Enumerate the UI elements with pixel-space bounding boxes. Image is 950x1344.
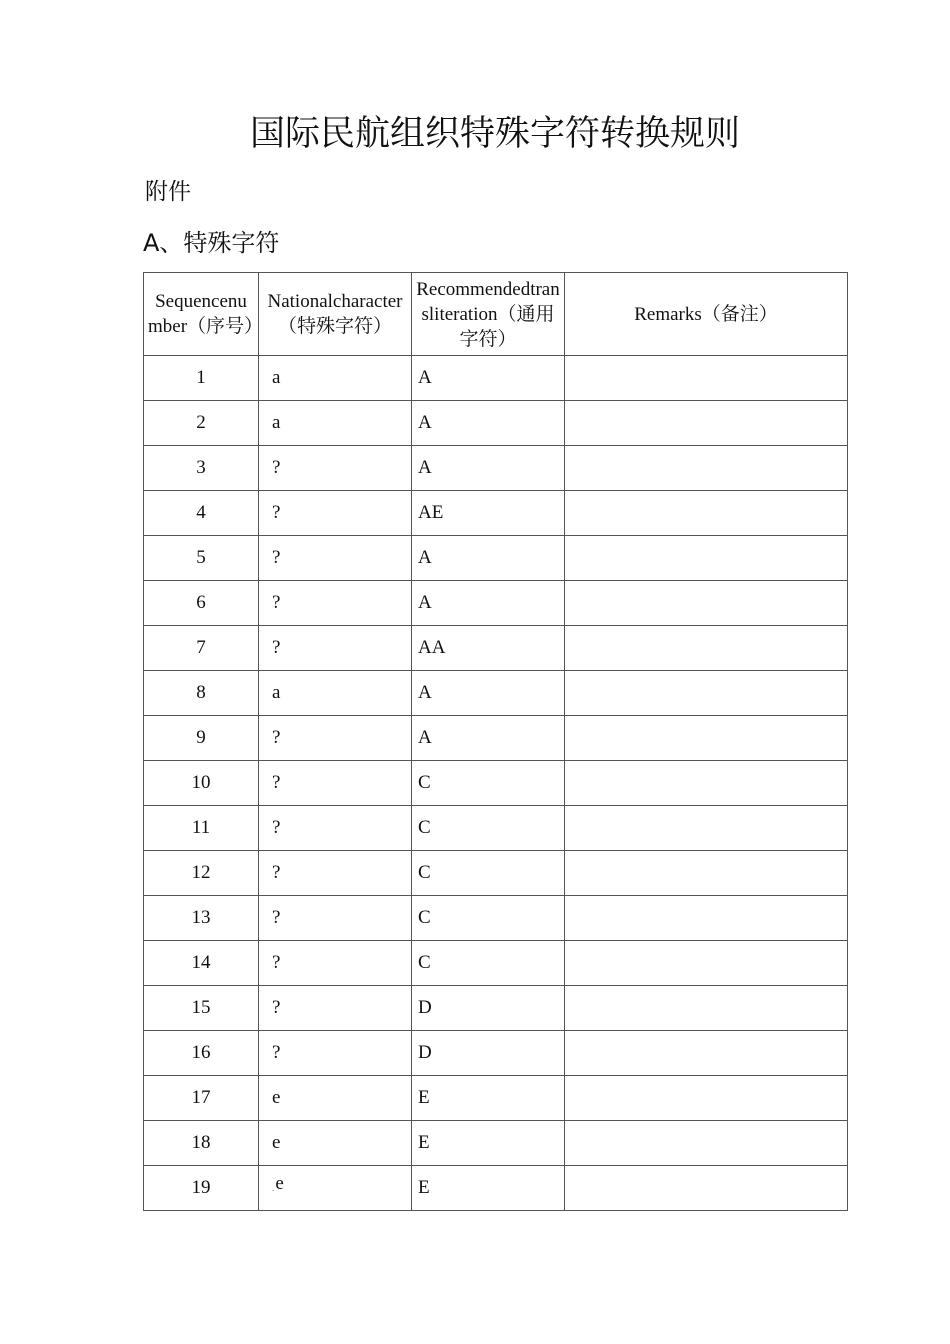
table-row [144, 986, 848, 1031]
table-row [144, 1121, 848, 1166]
sequence-number-cell: 11 [144, 806, 259, 851]
national-character-cell: e [259, 1076, 412, 1121]
recommended-transliteration-cell: A [412, 536, 565, 581]
table-row [144, 1031, 848, 1076]
recommended-transliteration-cell: E [412, 1121, 565, 1166]
table-row [144, 491, 848, 536]
national-character-cell: ? [259, 446, 412, 491]
national-character-cell: ? [259, 581, 412, 626]
national-character-cell: ? [259, 896, 412, 941]
remarks-cell [565, 581, 848, 626]
remarks-cell [565, 761, 848, 806]
sequence-number-cell: 3 [144, 446, 259, 491]
recommended-transliteration-cell: AE [412, 491, 565, 536]
sequence-number-cell: 16 [144, 1031, 259, 1076]
national-character-cell: ? [259, 536, 412, 581]
recommended-transliteration-cell: A [412, 401, 565, 446]
header-remarks-label: Remarks（备注） [634, 303, 778, 325]
remarks-cell [565, 806, 848, 851]
national-character-cell: ? [259, 941, 412, 986]
remarks-cell [565, 1031, 848, 1076]
recommended-transliteration-cell: A [412, 716, 565, 761]
table-row [144, 941, 848, 986]
national-character-cell: ? [259, 806, 412, 851]
recommended-transliteration-cell: A [412, 356, 565, 401]
remarks-cell [565, 716, 848, 761]
remarks-cell [565, 401, 848, 446]
sequence-number-cell: 12 [144, 851, 259, 896]
national-character-cell: ? [259, 1031, 412, 1076]
table-row [144, 446, 848, 491]
recommended-transliteration-cell: A [412, 446, 565, 491]
sequence-number-cell: 14 [144, 941, 259, 986]
recommended-transliteration-cell: A [412, 671, 565, 716]
national-character-cell: a [259, 401, 412, 446]
sequence-number-cell: 1 [144, 356, 259, 401]
remarks-cell [565, 356, 848, 401]
national-character-value: e [275, 1173, 284, 1194]
table-row [144, 806, 848, 851]
recommended-transliteration-cell: A [412, 581, 565, 626]
table-row [144, 581, 848, 626]
sequence-number-cell: 6 [144, 581, 259, 626]
remarks-cell [565, 1121, 848, 1166]
table-row [144, 896, 848, 941]
table-row [144, 671, 848, 716]
sequence-number-cell: 17 [144, 1076, 259, 1121]
appendix-label: 附件 [145, 179, 191, 205]
sequence-number-cell: 13 [144, 896, 259, 941]
remarks-cell [565, 1166, 848, 1211]
table-row [144, 536, 848, 581]
recommended-transliteration-cell: C [412, 941, 565, 986]
header-recommended-transliteration-label: Recommendedtransliteration（通用字符） [416, 278, 560, 350]
header-national-character [259, 273, 412, 356]
recommended-transliteration-cell: AA [412, 626, 565, 671]
recommended-transliteration-cell: C [412, 896, 565, 941]
remarks-cell [565, 491, 848, 536]
national-character-cell: ? [259, 716, 412, 761]
national-character-cell: ? [259, 626, 412, 671]
sequence-number-cell: 8 [144, 671, 259, 716]
remarks-cell [565, 626, 848, 671]
document-title: 国际民航组织特殊字符转换规则 [249, 114, 740, 154]
sequence-number-cell: 18 [144, 1121, 259, 1166]
national-character-cell [259, 1166, 412, 1211]
sequence-number-cell: 19 [144, 1166, 259, 1211]
national-character-cell: ? [259, 851, 412, 896]
sequence-number-cell: 7 [144, 626, 259, 671]
sequence-number-cell: 15 [144, 986, 259, 1031]
remarks-cell [565, 851, 848, 896]
recommended-transliteration-cell: C [412, 851, 565, 896]
table-row [144, 761, 848, 806]
header-recommended-transliteration [412, 273, 565, 356]
sequence-number-cell: 4 [144, 491, 259, 536]
sequence-number-cell: 5 [144, 536, 259, 581]
national-character-cell: ? [259, 986, 412, 1031]
table-row [144, 626, 848, 671]
table-row [144, 401, 848, 446]
recommended-transliteration-cell: C [412, 806, 565, 851]
remarks-cell [565, 896, 848, 941]
recommended-transliteration-cell: D [412, 986, 565, 1031]
table-row [144, 356, 848, 401]
remarks-cell [565, 536, 848, 581]
remarks-cell [565, 1076, 848, 1121]
header-remarks [565, 273, 848, 356]
remarks-cell [565, 986, 848, 1031]
national-character-cell: ? [259, 761, 412, 806]
recommended-transliteration-cell: C [412, 761, 565, 806]
national-character-cell: ? [259, 491, 412, 536]
recommended-transliteration-cell: D [412, 1031, 565, 1076]
table-row [144, 851, 848, 896]
remarks-cell [565, 671, 848, 716]
remarks-cell [565, 446, 848, 491]
table-row [144, 1076, 848, 1121]
remarks-cell [565, 941, 848, 986]
national-character-cell: e [259, 1121, 412, 1166]
table-row [144, 1166, 848, 1211]
national-character-cell: a [259, 671, 412, 716]
section-heading: A、特殊字符 [143, 229, 280, 257]
national-character-cell: a [259, 356, 412, 401]
table-body [144, 356, 848, 1211]
table-header-row [144, 273, 848, 356]
header-sequence-number [144, 273, 264, 356]
table-row [144, 716, 848, 761]
sequence-number-cell: 9 [144, 716, 259, 761]
sequence-number-cell: 2 [144, 401, 259, 446]
recommended-transliteration-cell: E [412, 1076, 565, 1121]
recommended-transliteration-cell: E [412, 1166, 565, 1211]
header-national-character-label: Nationalcharacter（特殊字符） [267, 291, 403, 337]
sequence-number-cell: 10 [144, 761, 259, 806]
header-sequence-number-label: Sequencenumber（序号） [148, 291, 264, 337]
special-character-table [143, 272, 848, 1211]
national-character-accent-mark: ˊ [272, 1189, 275, 1197]
